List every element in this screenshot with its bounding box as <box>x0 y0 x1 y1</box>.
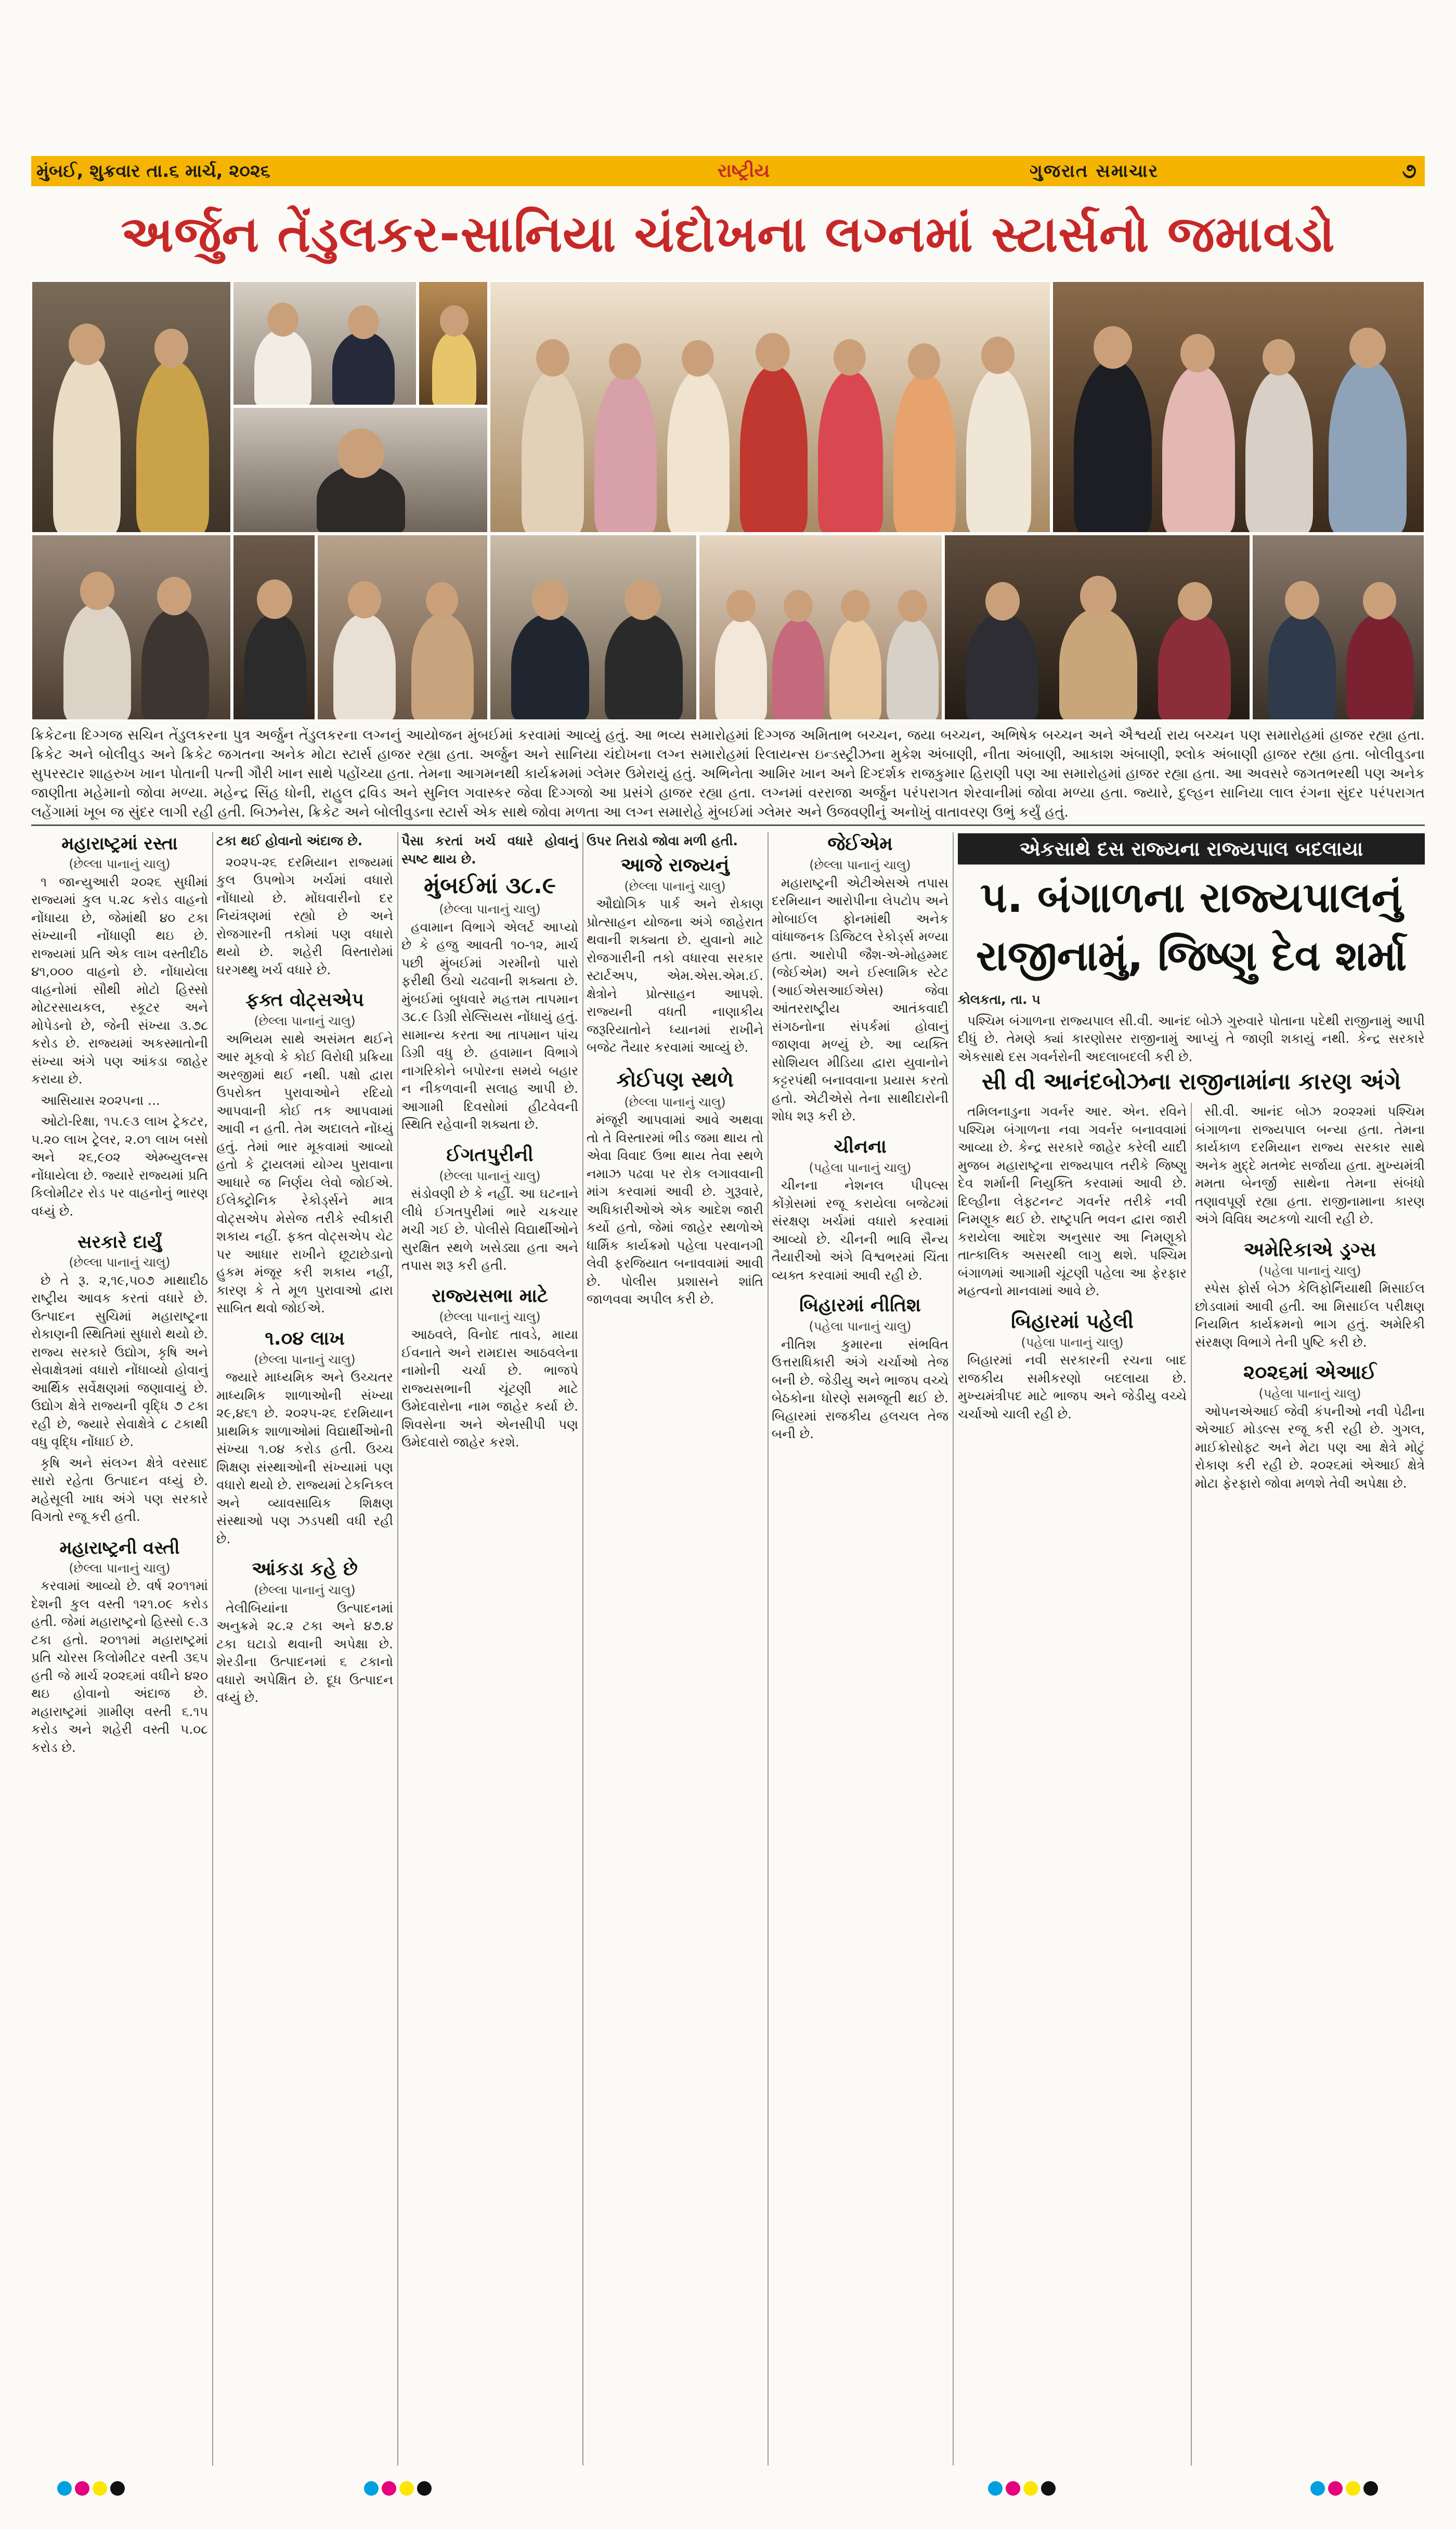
story-text: આસિયાસ ૨૦૨૫ના ... <box>41 1092 160 1108</box>
black-dot <box>1041 2481 1056 2496</box>
caption-divider <box>31 824 1425 826</box>
continued-label: (છેલ્લા પાનાનું ચાલુ) <box>69 1255 171 1270</box>
wedding-photo-8 <box>232 534 316 720</box>
wedding-photo-7 <box>31 534 231 720</box>
section-label: રાષ્ટ્રીય <box>692 156 796 186</box>
yellow-dot <box>399 2481 414 2496</box>
story-kicker: એકસાથે દસ રાજ્યના રાજ્યપાલ બદલાયા <box>958 833 1425 864</box>
page-number: ૭ <box>1402 159 1416 183</box>
story-title: મુંબઈમાં ૩૮.૯ <box>424 872 556 899</box>
story-text: મહારાષ્ટ્રની એટીએસએ તપાસ દરમિયાન આરોપીના લેપટોપ અને મોબાઈલ ફોનમાંથી અનેક વાંધાજનક ડિજિટલ રેકોર્ડ્સ મળ્યા હતા. આરોપી જૈશ-એ-મોહમ્મદ (જેઈએમ) અને ઈસ્લામિક સ્ટેટ (આઈએસઆઈએસ) જેવા આંતરરાષ્ટ્રીય આતંકવાદી સંગઠનોના સંપર્કમાં હોવાનું જાણવા મળ્યું છે. આ વ્યક્તિ સોશિયલ મીડિયા દ્વારા યુવાનોને કટ્ટરપંથી બનાવવાના પ્રયાસ કરતો હતો. એટીએસે તેના સાથીદારોની શોધ શરૂ કરી છે. <box>772 875 948 1124</box>
story-title: જેઈએમ <box>827 833 893 855</box>
story-dateline: કોલકતા, તા. ૫ <box>958 992 1041 1007</box>
continued-label: (છેલ્લા પાનાનું ચાલુ) <box>69 857 171 871</box>
story-text: કરવામાં આવ્યો છે. વર્ષ ૨૦૧૧માં દેશની કુલ વસ્તી ૧૨૧.૦૯ કરોડ હતી. જેમાં મહારાષ્ટ્રનો હિસ્સો ૯.૩ ટકા હતો. ૨૦૧૧માં મહારાષ્ટ્રમાં પ્રતિ ચોરસ કિલોમીટર વસ્તી ૩૬૫ હતી જે માર્ચ ૨૦૨૬માં વધીને ૪૨૦ થઇ હોવાનો અંદાજ છે. મહારાષ્ટ્રમાં ગ્રામીણ વસ્તી ૬.૧૫ કરોડ અને શહેરી વસ્તી ૫.૦૮ કરોડ છે. <box>31 1578 208 1755</box>
main-headline: અર્જુન તેંડુલકર-સાનિયા ચંદોખના લગ્નમાં સ્ટાર્સનો જમાવડો <box>121 205 1335 263</box>
registration-marks-right <box>1310 2481 1381 2498</box>
story-title: બિહારમાં નીતિશ <box>799 1295 921 1316</box>
story-title: ફક્ત વોટ્સએપ <box>245 989 364 1011</box>
continued-label: (પહેલા પાનાનું ચાલુ) <box>1021 1335 1124 1350</box>
story-title: ૨૦૨૬માં એઆઈ <box>1243 1361 1376 1384</box>
story-text: બિહારમાં નવી સરકારની રચના બાદ રાજકીય સમીકરણો બદલાયા છે. મુખ્યમંત્રીપદ માટે ભાજપ અને જેડીયુ વચ્ચે ચર્ચાઓ ચાલી રહી છે. <box>958 1352 1187 1422</box>
column-3 <box>401 832 578 2466</box>
wedding-photo-11 <box>698 534 943 720</box>
registration-marks-mid <box>364 2481 435 2498</box>
story-text: સી.વી. આનંદ બોઝ ૨૦૨૨માં પશ્ચિમ બંગાળના રાજ્યપાલ બન્યા હતા. તેમના કાર્યકાળ દરમિયાન રાજ્ય સરકાર સાથે અનેક મુદ્દે મતભેદ સર્જાયા હતા. મુખ્યમંત્રી મમતા બેનર્જી સાથેના તેમના સંબંધો તણાવપૂર્ણ રહ્યા હતા. રાજીનામાના કારણ અંગે વિવિધ અટકળો ચાલી રહી છે. <box>1195 1104 1425 1227</box>
wedding-photo-12 <box>944 534 1251 720</box>
story-title: અમેરિકાએ ડ્રગ્સ <box>1243 1237 1376 1261</box>
wedding-photo-9 <box>317 534 488 720</box>
yellow-dot <box>1346 2481 1360 2496</box>
story-text: તેલીબિયાંના ઉત્પાદનમાં અનુક્રમે ૨૮.૨ ટકા અને ૪૭.૪ ટકા ઘટાડો થવાની અપેક્ષા છે. શેરડીના ઉત્પાદનમાં ૬ ટકાનો વધારો અપેક્ષિત છે. દૂધ ઉત્પાદન વધ્યું છે. <box>216 1600 393 1705</box>
wedding-photo-1 <box>31 281 231 533</box>
photo-caption: ક્રિકેટના દિગ્ગજ સચિન તેંડુલકરના પુત્ર અર્જુન તેંડુલકરના લગ્નનું આયોજન મુંબઈમાં કરવામાં આવ્યું હતું. આ ભવ્ય સમારોહમાં દિગ્ગજ અમિતાભ બચ્ચન, જયા બચ્ચન, અભિષેક બચ્ચન અને ઐશ્વર્યા રાય બચ્ચન પણ સમારોહમાં હાજર રહ્યા હતા. ક્રિકેટ અને બોલીવુડ અને ક્રિકેટ જગતના અનેક મોટા સ્ટાર્સ હાજર રહ્યા હતા. અર્જુન અને સાનિયા ચંદોખના લગ્ન સમારોહમાં રિલાયન્સ ઇન્ડસ્ટ્રીઝના મુકેશ અંબાણી, નીતા અંબાણી, આકાશ અંબાણી, શ્લોક અંબાણી હાજર રહ્યા હતા. બોલીવુડના સુપરસ્ટાર શાહરુખ ખાન પોતાની પત્ની ગૌરી ખાન સાથે પહોંચ્યા હતા. તેમના આગમનથી કાર્યક્રમમાં ગ્લેમર ઉમેરાયું હતું. અભિનેતા આમિર ખાન અને દિગ્દર્શક રાજકુમાર હિરાણી પણ આ સમારોહમાં હાજર રહ્યા હતા. આ અવસરે જગતભરથી પણ અનેક જાણીતા મહેમાનો જોવા મળ્યા. મહેન્દ્ર સિંહ ધોની, રાહુલ દ્રવિડ અને સુનિલ ગવાસ્કર જેવા દિગ્ગજો આ પ્રસંગે હાજર રહ્યા હતા. લગ્નમાં વરરાજા અર્જુન પરંપરાગત શેરવાનીમાં જોવા મળ્યા હતા. જ્યારે, દુલ્હન સાનિયા લાલ રંગના સુંદર પરંપરાગત લહેંગામાં ખૂબ જ સુંદર લાગી રહી હતી. બિઝનેસ, ક્રિકેટ અને બોલીવુડના સ્ટાર્સ એક સાથે જોવા મળતા આ લગ્ન સમારોહે મુંબઈમાં ગ્લેમર અને ઉજવણીનું અનોખું વાતાવરણ ઉભું કર્યું હતું. <box>31 727 1425 820</box>
story-text: ઓપનએઆઈ જેવી કંપનીઓ નવી પેઢીના એઆઈ મોડલ્સ રજૂ કરી રહી છે. ગુગલ, માઈક્રોસોફ્ટ અને મેટા પણ આ ક્ષેત્રે મોટું રોકાણ કરી રહી છે. ૨૦૨૬માં એઆઈ ક્ષેત્રે મોટા ફેરફારો જોવા મળશે તેવી અપેક્ષા છે. <box>1195 1403 1425 1491</box>
dateline: મુંબઈ, શુક્રવાર તા.૬ માર્ચ, ૨૦૨૬ <box>36 161 270 182</box>
cyan-dot <box>988 2481 1003 2496</box>
story-title: ચીનના <box>834 1136 887 1157</box>
cyan-dot <box>57 2481 72 2496</box>
story-text: મંજૂરી આપવામાં આવે અથવા તો તે વિસ્તારમાં ભીડ જમા થાય તો એવા વિવાદ ઉભા થાય તેવા સ્થળે નમાઝ પઢવા પર રોક લગાવવાની માંગ કરવામાં આવી છે. ગુરૂવારે, અધિકારીઓએ એક આદેશ જારી કર્યો હતો, જેમાં જાહેર સ્થળોએ ધાર્મિક કાર્યક્રમો પહેલા પરવાનગી લેવી ફરજિયાત બનાવવામાં આવી છે. પોલીસ પ્રશાસને શાંતિ જાળવવા અપીલ કરી છે. <box>587 1112 763 1307</box>
continued-label: (છેલ્લા પાનાનું ચાલુ) <box>254 1583 356 1597</box>
story-text: ઉપર તિરાડો જોવા મળી હતી. <box>587 833 738 848</box>
registration-marks-mid2 <box>988 2481 1059 2498</box>
column-2 <box>216 832 393 2466</box>
column-rule <box>582 832 583 2466</box>
column-rule <box>768 832 769 2466</box>
lead-story-body-left <box>958 1103 1187 2466</box>
story-text: અભિયમ સાથે અસંમત થઈને આર મૂકવો કે કોઈ વિરોધી પ્રક્રિયા અરજીમાં થઈ નથી. પક્ષો દ્વારા ઉપરોક્ત પુરાવાઓને રદિયો આપવાની કોઈ તક આપવામાં આવી ન હતી. તેમ અદાલતે નોંધ્યું હતું. તેમાં ભાર મૂકવામાં આવ્યો હતો કે ટ્રાયલમાં યોગ્ય પુરાવાના આધારે જ નિર્ણય લેવો જોઈએ. ઈલેક્ટ્રોનિક રેકોર્ડ્સને માત્ર વોટ્સએપ મેસેજ તરીકે સ્વીકારી શકાય નહીં. ફક્ત વોટ્સએપ ચેટ પર આધાર રાખીને છૂટાછેડાનો હુકમ મંજૂર કરી શકાય નહીં, કારણ કે તે મૂળ પુરાવાઓ દ્વારા સાબિત થવો જોઈએ. <box>216 1031 393 1315</box>
wedding-photo-10 <box>489 534 697 720</box>
column-rule <box>212 832 213 2466</box>
story-text: નીતિશ કુમારના સંભવિત ઉત્તરાધિકારી અંગે ચર્ચાઓ તેજ બની છે. જેડીયુ અને ભાજપ વચ્ચે બેઠકોના ધોરણે સમજૂતી થઈ છે. બિહારમાં રાજકીય હલચલ તેજ બની છે. <box>772 1336 948 1441</box>
wedding-photo-4 <box>232 407 488 533</box>
yellow-dot <box>1023 2481 1038 2496</box>
wedding-photo-3 <box>418 281 488 406</box>
photo-collage <box>31 281 1425 720</box>
magenta-dot <box>75 2481 89 2496</box>
column-rule <box>953 832 954 2466</box>
magenta-dot <box>1328 2481 1343 2496</box>
story-title: સરકારે દાર્યું <box>77 1232 162 1253</box>
story-text: ચીનના નેશનલ પીપલ્સ કોંગ્રેસમાં રજૂ કરાયેલા બજેટમાં સંરક્ષણ ખર્ચમાં વધારો કરવામાં આવ્યો છે. ચીનની ભાવિ સૈન્ય તૈયારીઓ અંગે વિશ્વભરમાં ચિંતા વ્યક્ત કરવામાં આવી રહી છે. <box>772 1178 948 1283</box>
story-text: ૧ જાન્યુઆરી ૨૦૨૬ સુધીમાં રાજ્યમાં કુલ ૫.૨૮ કરોડ વાહનો નોંધાયા છે, જેમાંથી ૪૦ ટકા સંખ્યાની નોંધાણી થઇ છે. રાજ્યમાં પ્રતિ એક લાખ વસ્તીદીઠ ૪૧,૦૦૦ વાહનો છે. નોંધાયેલા વાહનોમાં સૌથી મોટો હિસ્સો મોટરસાયકલ, સ્કૂટર અને મોપેડનો છે, જેની સંખ્યા ૩.૭૮ કરોડ છે. રાજ્યમાં અકસ્માતોની સંખ્યા અંગે પણ આંકડા જાહેર કરાયા છે. <box>31 874 208 1087</box>
continued-label: (છેલ્લા પાનાનું ચાલુ) <box>69 1560 171 1576</box>
story-title: મહારાષ્ટ્રમાં રસ્તા <box>61 833 178 854</box>
continued-label: (છેલ્લા પાનાનું ચાલુ) <box>254 1352 356 1367</box>
story-text: હવામાન વિભાગે એલર્ટ આપ્યો છે કે હજુ આવતી ૧૦-૧૨, માર્ચ પછી મુંબઈમાં ગરમીનો પારો ફરીથી ઉંચો ચઢવાની શક્યતા છે. મુંબઈમાં બુધવારે મહત્તમ તાપમાન ૩૮.૯ ડિગ્રી સેલ્સિયસ નોંધાયું હતું. સામાન્ય કરતા આ તાપમાન પાંચ ડિગ્રી વધુ છે. હવામાન વિભાગે નાગરિકોને બપોરના સમયે બહાર ન નીકળવાની સલાહ આપી છે. આગામી દિવસોમાં હીટવેવની સ્થિતિ રહેવાની શક્યતા છે. <box>401 919 578 1132</box>
story-text: પશ્ચિમ બંગાળના રાજ્યપાલ સી.વી. આનંદ બોઝે ગુરુવારે પોતાના પદેથી રાજીનામું આપી દીધું છે. તેમણે ક્યાં કારણોસર રાજીનામું આપ્યું તે જાણી શકાયું નથી. કેન્દ્ર સરકારે એકસાથે દસ ગવર્નરોની અદલાબદલી કરી છે. <box>958 1013 1425 1064</box>
story-title: કોઈપણ સ્થળે <box>616 1067 734 1092</box>
story-title: મહારાષ્ટ્રની વસ્તી <box>59 1537 180 1558</box>
wedding-photo-6 <box>1052 281 1425 533</box>
wedding-photo-2 <box>232 281 417 406</box>
story-text: પૈસા કરતાં ખર્ચ વધારે હોવાનું સ્પષ્ટ થાય છે. <box>401 833 578 867</box>
registration-marks-left <box>57 2481 128 2498</box>
wedding-photo-5 <box>489 281 1051 533</box>
story-text: ૨૦૨૫-૨૬ દરમિયાન રાજ્યમાં કુલ ઉપભોગ ખર્ચમાં વધારો નોંધાયો છે. મોંઘવારીનો દર નિયંત્રણમાં રહ્યો છે અને રોજગારની તકોમાં પણ વધારો થયો છે. શહેરી વિસ્તારોમાં ઘરગથ્થુ ખર્ચ વધારે છે. <box>216 854 393 977</box>
column-5 <box>772 832 948 2466</box>
column-rule <box>397 832 398 2466</box>
lead-story-intro <box>958 991 1425 1064</box>
continued-label: (છેલ્લા પાનાનું ચાલુ) <box>624 1094 726 1109</box>
continued-label: (છેલ્લા પાનાનું ચાલુ) <box>439 1309 541 1324</box>
continued-label: (પહેલા પાનાનું ચાલુ) <box>809 1319 912 1334</box>
story-title: ૧.૦૪ લાખ <box>265 1327 345 1349</box>
story-title: આજે રાજ્યનું <box>620 854 730 876</box>
story-title: રાજ્યસભા માટે <box>432 1285 548 1307</box>
yellow-dot <box>93 2481 107 2496</box>
magenta-dot <box>382 2481 396 2496</box>
story-text: છે તે રૂ. ૨,૧૯,૫૦૭ માથાદીઠ રાષ્ટ્રીય આવક કરતાં વધારે છે. ઉત્પાદન સુચિમાં મહારાષ્ટ્રના રોકાણની સ્થિતિમાં સુધારો થયો છે. રાજ્ય સરકારે ઉદ્યોગ, કૃષિ અને સેવાક્ષેત્રમાં વધારો નોંધાવ્યો હોવાનું આર્થિક સર્વેક્ષણમાં જણાવાયું છે. ઉદ્યોગ ક્ષેત્રે રાજ્યની વૃદ્ધિ ૭ ટકા રહી છે, જ્યારે સેવાક્ષેત્રે ૮ ટકાથી વધુ વૃદ્ધિ નોંધાઈ છે. <box>31 1272 208 1449</box>
black-dot <box>110 2481 125 2496</box>
story-text: ટકા થઈ હોવાનો અંદાજ છે. <box>216 833 363 848</box>
black-dot <box>417 2481 432 2496</box>
newspaper-brand: ગુજરાત સમાચાર <box>1030 161 1159 182</box>
story-title: બિહારમાં પહેલી <box>1011 1309 1134 1333</box>
continued-label: (પહેલા પાનાનું ચાલુ) <box>809 1160 912 1175</box>
lead-story-subhead: સી વી આનંદબોઝના રાજીનામાંના કારણ અંગે <box>981 1068 1401 1095</box>
continued-label: (છેલ્લા પાનાનું ચાલુ) <box>439 1168 541 1183</box>
black-dot <box>1363 2481 1378 2496</box>
column-1 <box>31 832 208 2466</box>
magenta-dot <box>1006 2481 1020 2496</box>
story-text: સ્પેસ ફોર્સ બેઝ કેલિફોર્નિયાથી મિસાઈલ છોડવામાં આવી હતી. આ મિસાઈલ પરીક્ષણ નિયમિત કાર્યક્રમનો ભાગ હતું. અમેરિકી સંરક્ષણ વિભાગે તેની પુષ્ટિ કરી છે. <box>1195 1281 1425 1350</box>
continued-label: (છેલ્લા પાનાનું ચાલુ) <box>809 858 911 872</box>
continued-label: (છેલ્લા પાનાનું ચાલુ) <box>439 902 541 917</box>
story-text: આઠવલે, વિનોદ તાવડે, માયા ઈવનાતે અને રામદાસ આઠવલેના નામોની ચર્ચા છે. ભાજપે રાજ્યસભાની ચૂંટણી માટે ઉમેદવારોના નામ જાહેર કર્યા છે. શિવસેના અને એનસીપી પણ ઉમેદવારો જાહેર કરશે. <box>401 1327 578 1450</box>
story-text: જ્યારે માધ્યમિક અને ઉચ્ચતર માધ્યમિક શાળાઓની સંખ્યા ૨૯,૪૬૧ છે. ૨૦૨૫-૨૬ દરમિયાન પ્રાથમિક શાળાઓમાં વિદ્યાર્થીઓની સંખ્યા ૧.૦૪ કરોડ હતી. ઉચ્ચ શિક્ષણ સંસ્થાઓની સંખ્યામાં પણ વધારો થયો છે. રાજ્યમાં ટેકનિકલ અને વ્યાવસાયિક શિક્ષણ સંસ્થાઓ પણ ઝડપથી વધી રહી છે. <box>216 1370 393 1546</box>
story-text: ઔદ્યોગિક પાર્ક અને રોકાણ પ્રોત્સાહન યોજના અંગે જાહેરાત થવાની શક્યતા છે. યુવાનો માટે રોજગારીની તકો વધારવા સરકાર સ્ટાર્ટઅપ, એમ.એસ.એમ.ઈ. ક્ષેત્રોને પ્રોત્સાહન આપશે. રાજ્યની વધતી નાણાકીય જરૂરિયાતોને ધ્યાનમાં રાખીને બજેટ તૈયાર કરવામાં આવ્યું છે. <box>587 896 763 1055</box>
continued-label: (પહેલા પાનાનું ચાલુ) <box>1258 1263 1361 1278</box>
story-text: ઓટો-રિક્ષા, ૧૫.૯૩ લાખ ટ્રેકટર, ૫.૨૦ લાખ ટ્રેલર, ૨.૦૧ લાખ બસો અને ૨૬,૯૦૨ એમ્બ્યુલન્સ નોંધાયેલા છે. જ્યારે રાજ્યમાં પ્રતિ કિલોમીટર રોડ પર વાહનોનું ભારણ વધ્યું છે. <box>31 1114 208 1219</box>
column-4 <box>587 832 763 2466</box>
story-title: ઈગતપુરીની <box>446 1144 534 1166</box>
story-title: આંકડા કહે છે <box>252 1558 358 1580</box>
continued-label: (પહેલા પાનાનું ચાલુ) <box>1258 1386 1361 1401</box>
continued-label: (છેલ્લા પાનાનું ચાલુ) <box>254 1014 356 1028</box>
story-text: સંડોવણી છે કે નહીં. આ ઘટનાને લીધે ઈગતપુરીમાં ભારે ચકચાર મચી ગઈ છે. પોલીસે વિદ્યાર્થીઓને સુરક્ષિત સ્થળે ખસેડ્યા હતા અને તપાસ શરૂ કરી હતી. <box>401 1186 578 1273</box>
lead-story-body-right <box>1195 1103 1425 2466</box>
continued-label: (છેલ્લા પાનાનું ચાલુ) <box>624 879 726 894</box>
lead-story-headline: પ. બંગાળના રાજ્યપાલનું રાજીનામું, જિષ્ણુ દેવ શર્મા <box>976 873 1407 980</box>
story-text: કૃષિ અને સંલગ્ન ક્ષેત્રે વરસાદ સારો રહેતા ઉત્પાદન વધ્યું છે. મહેસૂલી ખાધ અંગે પણ સરકારે વિગતો રજૂ કરી હતી. <box>31 1455 208 1524</box>
wedding-photo-13 <box>1252 534 1425 720</box>
column-rule <box>1191 1103 1192 2466</box>
cyan-dot <box>364 2481 379 2496</box>
cyan-dot <box>1310 2481 1325 2496</box>
story-text: તમિલનાડુના ગવર્નર આર. એન. રવિને પશ્ચિમ બંગાળના નવા ગવર્નર બનાવવામાં આવ્યા છે. કેન્દ્ર સરકારે જાહેર કરેલી યાદી મુજબ મહારાષ્ટ્રના રાજ્યપાલ તરીકે જિષ્ણુ દેવ શર્માની નિયુક્તિ કરવામાં આવી છે. દિલ્હીના લેફ્ટનન્ટ ગવર્નર તરીકે નવી નિમણૂક થઈ છે. રાષ્ટ્રપતિ ભવન દ્વારા જારી કરાયેલા આદેશ અનુસાર આ નિમણૂકો તાત્કાલિક અસરથી લાગુ થશે. પશ્ચિમ બંગાળમાં આગામી ચૂંટણી પહેલા આ ફેરફાર મહત્વનો માનવામાં આવે છે. <box>958 1104 1187 1298</box>
